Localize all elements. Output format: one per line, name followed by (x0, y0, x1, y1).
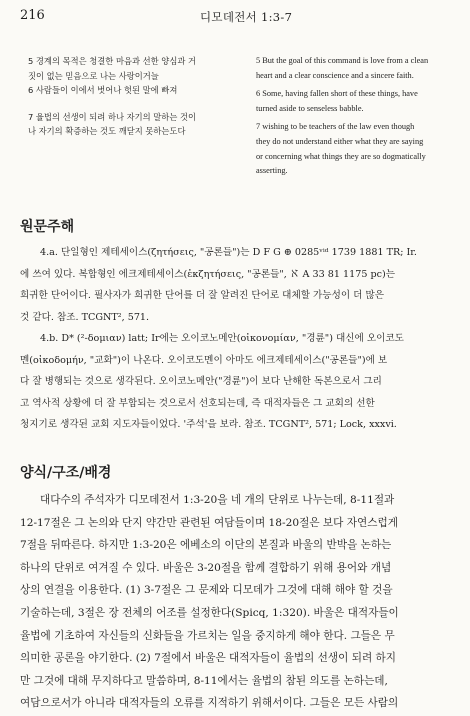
text-line: 4.b. D* (²-δομιαν) latt; Ir에는 오이코노메안(οἰκονομίαν, "경륜") 대신에 오이코도 (40, 333, 404, 344)
running-title: 디모데전서 1:3-7 (200, 10, 293, 24)
korean-verse-5 (28, 54, 233, 83)
text-line: 나 자기의 확증하는 것도 깨닫지 못하는도다 (28, 126, 186, 137)
section-heading-form-structure: 양식/구조/배경 (20, 465, 112, 481)
korean-verse-6 (28, 83, 233, 98)
notes-body (20, 242, 450, 436)
english-verse-6 (256, 87, 450, 116)
text-line: heart and a clear conscience and a sincere faith. (256, 70, 414, 80)
text-line: 7 wishing to be teachers of the law even though (256, 122, 415, 132)
text-line: 에 쓰여 있다. 복합형인 에크제테세이스(ἐκζητήσεις, "공론들", ℵ A 33 81 1175 pc)는 (20, 268, 396, 280)
text-line: 의미한 공론을 야기한다. (2) 7절에서 바울은 대적자들이 율법의 선생이 되려 하지 (20, 652, 397, 665)
text-line: 상의 연결을 이용한다. (1) 3-7절은 그 문제와 디모데가 그것에 대해 해야 할 것을 (20, 584, 393, 597)
page-header (20, 8, 450, 28)
text-line: asserting. (256, 166, 288, 176)
text-line: 짓이 없는 믿음으로 나는 사랑이거늘 (28, 70, 159, 81)
text-line: 6 Some, having fallen short of these things, have (256, 89, 418, 99)
text-line: 여담으로서가 아니라 대적자들의 오류를 지적하기 위해서이다. 그들은 모든 사람의 (20, 697, 399, 710)
text-line: they do not understand either what they are saying (256, 136, 424, 146)
text-line: 다 잘 병행되는 것으로 생각된다. 오이코노메안("경륜")이 보다 난해한 독본으로서 그리 (20, 376, 382, 387)
text-line: turned aside to senseless babble. (256, 103, 364, 113)
form-structure-body (20, 489, 450, 715)
text-line: 만 그것에 대해 무지하다고 말씀하며, 8-11에서는 율법의 참된 의도를 논하는데, (20, 674, 388, 687)
text-line: 율법에 기초하여 자신들의 신화들을 가르치는 일을 중지하게 해야 한다. 그들은 무 (20, 629, 395, 642)
text-line: 기술하는데, 3절은 장 전체의 어조를 설정한다(Spicq, 1:320). 바울은 대적자들이 (20, 606, 399, 619)
korean-column (28, 54, 233, 151)
english-column (256, 54, 450, 191)
english-verse-5 (256, 54, 450, 83)
text-line: 5 But the goal of this command is love from a clean (256, 56, 429, 65)
korean-verse-7 (28, 110, 233, 139)
page-number: 216 (20, 8, 45, 23)
text-line: or concerning what things they are so dogmatically (256, 151, 426, 161)
text-line: 7 율법의 선생이 되려 하나 자기의 말하는 것이 (28, 111, 197, 122)
text-line: 4.a. 단일형인 제테세이스(ζητήσεις, "공론들")는 D F G ⊕ 0285ᵛⁱᵈ 1739 1881 TR; Ir. (40, 247, 417, 258)
text-line: 6 사람들이 이에서 벗어나 헛된 말에 빠져 (28, 85, 178, 96)
text-line: 희귀한 단어이다. 필사자가 희귀한 단어를 더 잘 알려진 단어로 대체할 가능성이 더 많은 (20, 290, 385, 301)
text-line: 멘(οἰκοδομήν, "교화")이 나온다. 오이코도멘이 아마도 에크제테세이스("공론들")에 보 (20, 354, 388, 366)
text-line: 청지기로 생각된 교회 지도자들이었다. '주석'을 보라. 참조. TCGNT², 571; Lock, xxxvi. (20, 419, 397, 430)
text-line: 5 경계의 목적은 청결한 마음과 선한 양심과 거 (28, 56, 197, 66)
text-line: 고 역사적 상황에 더 잘 부합되는 것으로서 선호되는데, 즉 대적자들은 그 교회의 선한 (20, 397, 375, 409)
text-line: 7절을 뒤따른다. 하지만 1:3-20은 에베소의 이단의 본질과 바울의 반박을 논하는 (20, 539, 392, 552)
text-line: 대다수의 주석자가 디모데전서 1:3-20을 네 개의 단위로 나누는데, 8-11절과 (40, 494, 395, 506)
text-line: 하나의 단위로 여겨질 수 있다. 바울은 3-20절을 함께 결합하기 위해 용어와 개념 (20, 561, 392, 574)
english-verse-7 (256, 120, 450, 178)
text-line: 것 같다. 참조. TCGNT², 571. (20, 311, 150, 323)
section-heading-notes: 원문주해 (20, 219, 75, 235)
text-line: 12-17절은 그 논의와 단지 약간만 관련된 여담들이며 18-20절은 보다 자연스럽게 (20, 516, 398, 529)
